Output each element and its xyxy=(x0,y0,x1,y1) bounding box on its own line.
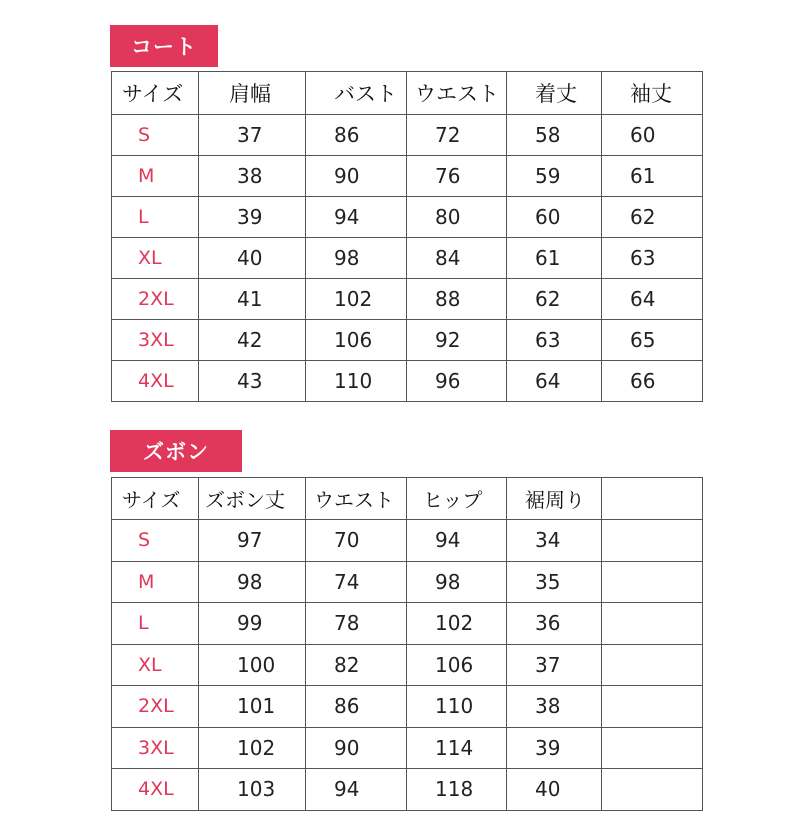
value-cell: 63 xyxy=(507,320,602,361)
header-length: 着丈 xyxy=(507,72,602,115)
value-cell xyxy=(602,561,703,603)
value-cell xyxy=(602,603,703,645)
value-cell: 90 xyxy=(306,156,407,197)
value-cell: 38 xyxy=(507,686,602,728)
value-cell: 80 xyxy=(407,197,507,238)
size-cell: 4XL xyxy=(112,361,199,402)
header-waist: ウエスト xyxy=(407,72,507,115)
value-cell: 40 xyxy=(507,769,602,811)
value-cell: 102 xyxy=(407,603,507,645)
value-cell: 94 xyxy=(306,769,407,811)
header-waist: ウエスト xyxy=(306,478,407,520)
value-cell: 110 xyxy=(407,686,507,728)
value-cell: 64 xyxy=(602,279,703,320)
value-cell: 96 xyxy=(407,361,507,402)
header-hem: 裾周り xyxy=(507,478,602,520)
size-cell: 3XL xyxy=(112,320,199,361)
value-cell: 88 xyxy=(407,279,507,320)
table-header-row xyxy=(112,478,703,520)
value-cell: 106 xyxy=(306,320,407,361)
value-cell: 62 xyxy=(602,197,703,238)
header-size: サイズ xyxy=(112,478,199,520)
table-row xyxy=(112,561,703,603)
value-cell: 98 xyxy=(306,238,407,279)
size-cell: 3XL xyxy=(112,727,199,769)
pants-section-tag: ズボン xyxy=(110,430,242,472)
pants-size-table xyxy=(111,477,703,811)
size-cell: 2XL xyxy=(112,279,199,320)
table-row xyxy=(112,686,703,728)
table-row xyxy=(112,238,703,279)
value-cell: 62 xyxy=(507,279,602,320)
value-cell: 102 xyxy=(306,279,407,320)
value-cell: 74 xyxy=(306,561,407,603)
value-cell: 100 xyxy=(199,644,306,686)
size-cell: 2XL xyxy=(112,686,199,728)
size-cell: L xyxy=(112,197,199,238)
header-shoulder: 肩幅 xyxy=(199,72,306,115)
value-cell: 102 xyxy=(199,727,306,769)
value-cell: 103 xyxy=(199,769,306,811)
header-pants-length: ズボン丈 xyxy=(199,478,306,520)
value-cell xyxy=(602,644,703,686)
value-cell: 76 xyxy=(407,156,507,197)
table-row xyxy=(112,115,703,156)
value-cell: 40 xyxy=(199,238,306,279)
size-cell: 4XL xyxy=(112,769,199,811)
value-cell: 66 xyxy=(602,361,703,402)
value-cell xyxy=(602,520,703,562)
size-cell: XL xyxy=(112,644,199,686)
value-cell: 60 xyxy=(602,115,703,156)
header-size: サイズ xyxy=(112,72,199,115)
table-row xyxy=(112,197,703,238)
value-cell: 64 xyxy=(507,361,602,402)
table-row xyxy=(112,279,703,320)
size-cell: M xyxy=(112,156,199,197)
table-row xyxy=(112,727,703,769)
value-cell: 61 xyxy=(602,156,703,197)
size-cell: S xyxy=(112,115,199,156)
value-cell xyxy=(602,727,703,769)
value-cell: 78 xyxy=(306,603,407,645)
header-sleeve: 袖丈 xyxy=(602,72,703,115)
value-cell: 70 xyxy=(306,520,407,562)
value-cell: 37 xyxy=(199,115,306,156)
value-cell: 82 xyxy=(306,644,407,686)
value-cell: 84 xyxy=(407,238,507,279)
value-cell: 101 xyxy=(199,686,306,728)
value-cell: 94 xyxy=(407,520,507,562)
value-cell: 118 xyxy=(407,769,507,811)
value-cell: 35 xyxy=(507,561,602,603)
value-cell: 90 xyxy=(306,727,407,769)
value-cell: 34 xyxy=(507,520,602,562)
value-cell xyxy=(602,686,703,728)
value-cell: 98 xyxy=(199,561,306,603)
value-cell: 61 xyxy=(507,238,602,279)
size-cell: XL xyxy=(112,238,199,279)
header-hip: ヒップ xyxy=(407,478,507,520)
header-bust: バスト xyxy=(306,72,407,115)
value-cell: 99 xyxy=(199,603,306,645)
table-row xyxy=(112,320,703,361)
value-cell: 43 xyxy=(199,361,306,402)
value-cell: 60 xyxy=(507,197,602,238)
value-cell: 39 xyxy=(507,727,602,769)
value-cell: 114 xyxy=(407,727,507,769)
value-cell: 92 xyxy=(407,320,507,361)
value-cell: 72 xyxy=(407,115,507,156)
value-cell: 65 xyxy=(602,320,703,361)
value-cell: 38 xyxy=(199,156,306,197)
value-cell xyxy=(602,769,703,811)
value-cell: 110 xyxy=(306,361,407,402)
table-row xyxy=(112,644,703,686)
value-cell: 86 xyxy=(306,686,407,728)
value-cell: 106 xyxy=(407,644,507,686)
value-cell: 58 xyxy=(507,115,602,156)
value-cell: 39 xyxy=(199,197,306,238)
value-cell: 42 xyxy=(199,320,306,361)
size-cell: M xyxy=(112,561,199,603)
table-header-row xyxy=(112,72,703,115)
value-cell: 63 xyxy=(602,238,703,279)
value-cell: 86 xyxy=(306,115,407,156)
value-cell: 98 xyxy=(407,561,507,603)
value-cell: 37 xyxy=(507,644,602,686)
coat-section-tag: コート xyxy=(110,25,218,67)
table-row xyxy=(112,156,703,197)
table-row xyxy=(112,361,703,402)
value-cell: 59 xyxy=(507,156,602,197)
value-cell: 94 xyxy=(306,197,407,238)
value-cell: 97 xyxy=(199,520,306,562)
coat-size-table xyxy=(111,71,703,402)
value-cell: 41 xyxy=(199,279,306,320)
table-row xyxy=(112,520,703,562)
value-cell: 36 xyxy=(507,603,602,645)
table-row xyxy=(112,769,703,811)
size-cell: L xyxy=(112,603,199,645)
size-cell: S xyxy=(112,520,199,562)
table-row xyxy=(112,603,703,645)
header-empty xyxy=(602,478,703,520)
